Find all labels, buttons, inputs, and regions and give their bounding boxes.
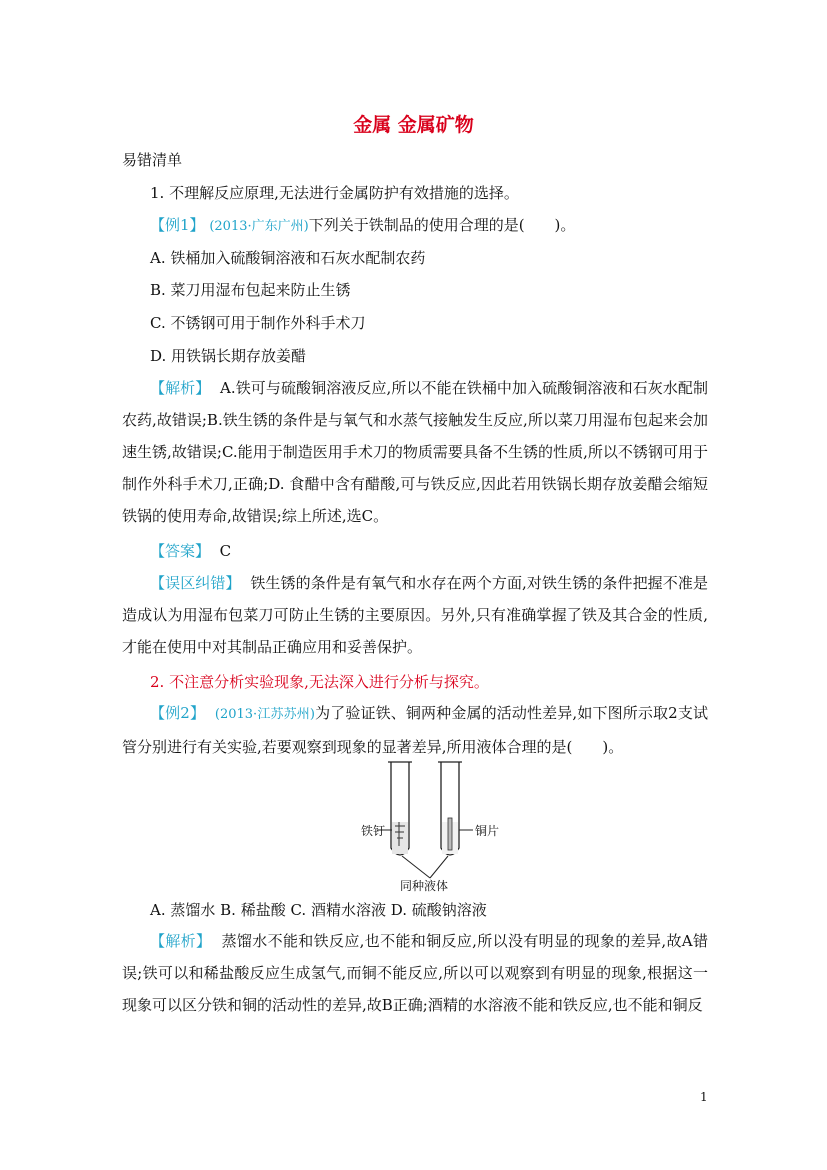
example-1-source: (2013·广东广州)	[209, 219, 309, 234]
example-1-option-d: D. 用铁锅长期存放姜醋	[150, 347, 307, 365]
example-1-correction-tag: 【误区纠错】	[150, 574, 241, 592]
example-1-question-text: 下列关于铁制品的使用合理的是( )。	[308, 216, 576, 234]
example-1-question	[150, 215, 708, 237]
section-label: 易错清单	[122, 151, 183, 169]
item-2-heading: 2. 不注意分析实验现象,无法深入进行分析与探究。	[150, 673, 489, 691]
example-1-analysis	[122, 372, 708, 532]
test-tube-figure	[355, 760, 505, 892]
example-2-analysis-tag: 【解析】	[150, 932, 212, 950]
example-2-source: (2013·江苏苏州)	[214, 707, 315, 722]
example-2-question-text: 为了验证铁、铜两种金属的活动性差异,如下图所示取2支试管分别进行有关实验,若要观察到现象的显著差异,所用液体合理的是( )。	[122, 704, 708, 756]
example-1-analysis-text: A.铁可与硫酸铜溶液反应,所以不能在铁桶中加入硫酸铜溶液和石灰水配制农药,故错误;B.铁生锈的条件是与氧气和水蒸气接触发生反应,所以菜刀用湿布包起来会加速生锈,故错误;C.能用于制造医用手术刀的物质需要具备不生锈的性质,所以不锈钢可用于制作外科手术刀,正确;D. 食醋中含有醋酸,可与铁反应,因此若用铁锅长期存放姜醋会缩短铁锅的使用寿命,故错误;综上所述,选C。	[122, 379, 708, 525]
example-1-correction-text: 铁生锈的条件是有氧气和水存在两个方面,对铁生锈的条件把握不准是造成认为用湿布包菜刀可防止生锈的主要原因。另外,只有准确掌握了铁及其合金的性质,才能在使用中对其制品正确应用和妥善保护。	[122, 574, 708, 656]
page-title: 金属 金属矿物	[353, 114, 474, 136]
example-1-option-c: C. 不锈钢可用于制作外科手术刀	[150, 314, 366, 332]
example-1-analysis-tag: 【解析】	[150, 379, 211, 397]
page-number: 1	[700, 1090, 708, 1104]
example-2-options: A. 蒸馏水 B. 稀盐酸 C. 酒精水溶液 D. 硫酸钠溶液	[150, 901, 487, 919]
example-1-option-b: B. 菜刀用湿布包起来防止生锈	[150, 281, 351, 299]
figure-label-same-liquid: 同种液体	[400, 879, 449, 893]
example-1-answer-value: C	[219, 542, 232, 560]
item-1-heading: 1. 不理解反应原理,无法进行金属防护有效措施的选择。	[150, 184, 519, 202]
example-2-question	[122, 697, 708, 763]
example-1-correction	[122, 567, 708, 663]
example-1-option-a: A. 铁桶加入硫酸铜溶液和石灰水配制农药	[150, 249, 426, 267]
example-2-analysis	[122, 925, 708, 1021]
example-2-analysis-text: 蒸馏水不能和铁反应,也不能和铜反应,所以没有明显的现象的差异,故A错误;铁可以和稀盐酸反应生成氢气,而铜不能反应,所以可以观察到有明显的现象,根据这一现象可以区分铁和铜的活动性的差异,故B正确;酒精的水溶液不能和铁反应,也不能和铜反	[122, 932, 708, 1014]
figure-label-iron-nail: 铁钉	[361, 824, 386, 838]
example-1-tag: 【例1】	[150, 216, 205, 234]
example-1-answer-tag: 【答案】	[150, 542, 211, 560]
example-2-tag: 【例2】	[150, 704, 206, 722]
figure-label-copper-sheet: 铜片	[475, 824, 500, 838]
copper-sheet-icon	[448, 818, 452, 850]
example-1-answer	[150, 541, 708, 561]
